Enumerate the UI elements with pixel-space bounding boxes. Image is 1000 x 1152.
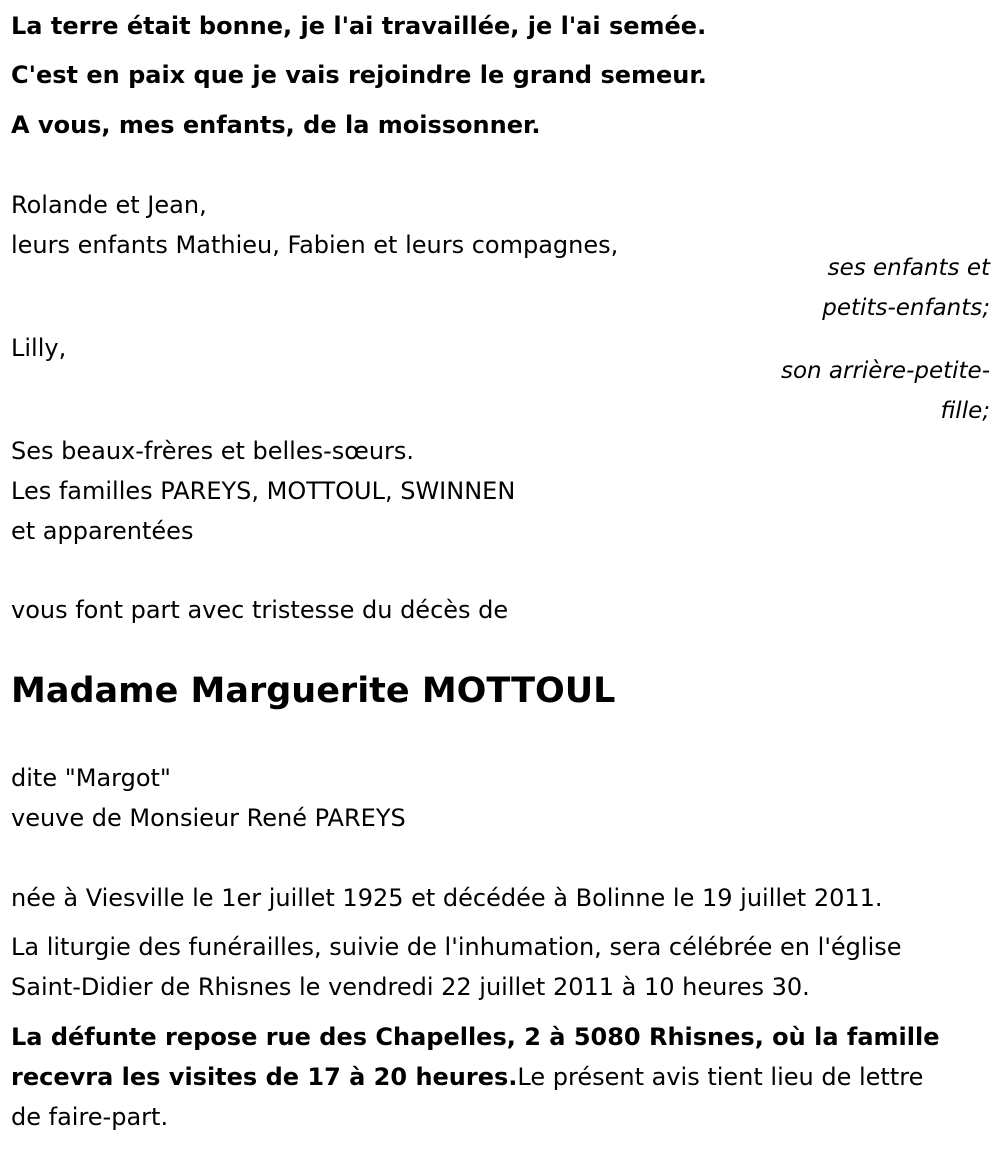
epitaph-line-2: C'est en paix que je vais rejoindre le grand semeur. <box>11 61 707 89</box>
deceased-nickname: dite "Margot" <box>11 764 171 792</box>
visitation-line-2 <box>11 1062 923 1092</box>
funeral-line-2: Saint-Didier de Rhisnes le vendredi 22 juillet 2011 à 10 heures 30. <box>11 973 810 1001</box>
relation-greatgrandchild-2: fille; <box>940 398 990 424</box>
birth-death-dates: née à Viesville le 1er juillet 1925 et décédée à Bolinne le 19 juillet 2011. <box>11 884 883 912</box>
deceased-name: Madame Marguerite MOTTOUL <box>11 671 616 711</box>
notice-text: Le présent avis tient lieu de lettre <box>517 1063 924 1091</box>
funeral-line-1: La liturgie des funérailles, suivie de l'inhumation, sera célébrée en l'église <box>11 933 902 961</box>
visitation-line-1: La défunte repose rue des Chapelles, 2 à 5080 Rhisnes, où la famille <box>11 1023 940 1051</box>
epitaph-line-1: La terre était bonne, je l'ai travaillée, je l'ai semée. <box>11 12 707 40</box>
visitation-hours: recevra les visites de 17 à 20 heures. <box>11 1063 518 1091</box>
family-line-2: leurs enfants Mathieu, Fabien et leurs compagnes, <box>11 231 619 259</box>
relation-children-2: petits-enfants; <box>822 295 990 321</box>
deceased-spouse: veuve de Monsieur René PAREYS <box>11 804 406 832</box>
family-line-4: Ses beaux-frères et belles-sœurs. <box>11 437 415 465</box>
visitation-line-3: de faire-part. <box>11 1103 169 1131</box>
relation-children-1: ses enfants et <box>827 255 990 281</box>
relation-greatgrandchild-1: son arrière-petite- <box>780 358 990 384</box>
announcement: vous font part avec tristesse du décès de <box>11 596 509 624</box>
family-line-3: Lilly, <box>11 334 67 362</box>
family-line-1: Rolande et Jean, <box>11 191 207 219</box>
family-line-5: Les familles PAREYS, MOTTOUL, SWINNEN <box>11 477 516 505</box>
epitaph-line-3: A vous, mes enfants, de la moissonner. <box>11 111 541 139</box>
family-line-6: et apparentées <box>11 517 194 545</box>
